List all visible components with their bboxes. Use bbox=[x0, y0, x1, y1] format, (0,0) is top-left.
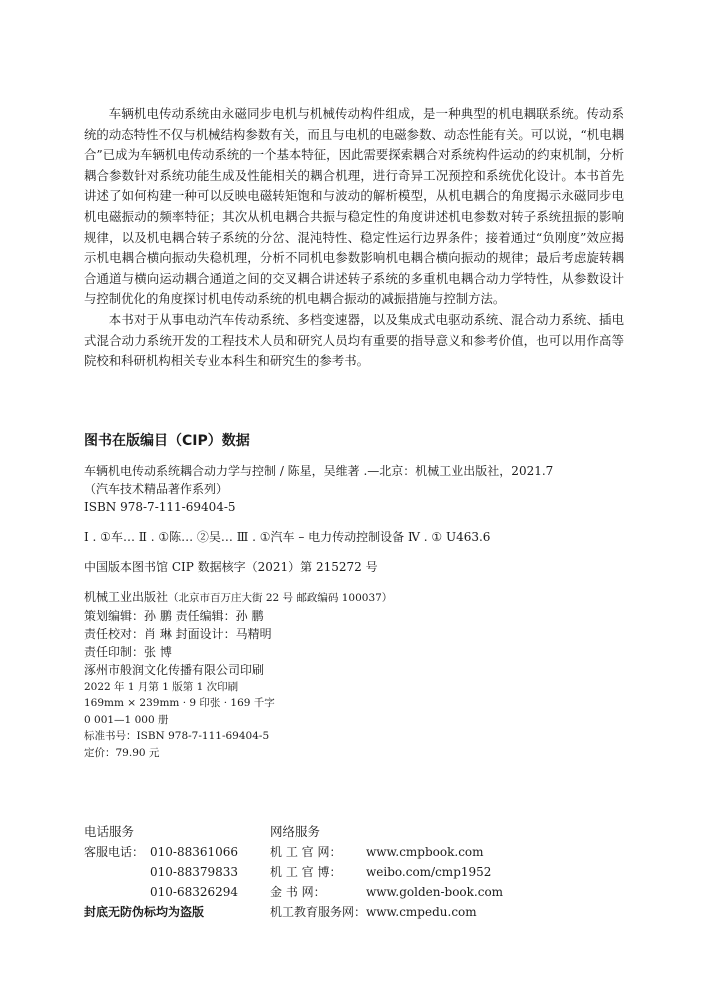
printer-line: 涿州市般润文化传播有限公司印刷 bbox=[84, 662, 265, 677]
phone-number: 010-88379833 bbox=[150, 865, 239, 879]
publisher-name: 机械工业出版社 bbox=[84, 590, 169, 604]
print-run-line: 0 001—1 000 册 bbox=[84, 713, 169, 726]
publisher-line bbox=[84, 588, 644, 607]
publisher-address: （北京市百万庄大街 22 号 邮政编码 100037） bbox=[168, 592, 393, 604]
contact-services bbox=[84, 822, 644, 922]
cip-isbn: ISBN 978-7-111-69404-5 bbox=[84, 500, 236, 514]
website-label: 机 工 官 网： bbox=[270, 845, 342, 859]
abstract-paragraph-1: 车辆机电传动系统由永磁同步电机与机械传动构件组成，是一种典型的机电耦联系统。传动系统的动态特性不仅与机械结构参数有关，而且与电机的电磁参数、动态性能有关。可以说，“机电耦合”已成为车辆机电传动系统的一个基本特征，因此需要探索耦合对系统构件运动的约束机制，分析耦合参数针对系统功能生成及性能相关的耦合机理，进行奇异工况预控和系统优化设计。本书首先讲述了如何构建一种可以反映电磁转矩饱和与波动的解析模型，从机电耦合的角度揭示永磁同步电机电磁振动的频率特征；其次从机电耦合共振与稳定性的角度讲述机电参数对转子系统扭振的影响规律，以及机电耦合转子系统的分岔、混沌特性、稳定性运行边界条件；接着通过“负刚度”效应揭示机电耦合横向振动失稳机理，分析不同机电参数影响机电耦合横向振动的规律；最后考虑旋转耦合通道与横向运动耦合通道之间的交叉耦合讲述转子系统的多重机电耦合动力学特性，从参数设计与控制优化的角度探讨机电传动系统的机电耦合振动的减振措施与控制方法。 bbox=[84, 106, 624, 307]
phone-service-heading: 电话服务 bbox=[84, 824, 135, 839]
network-service-heading: 网络服务 bbox=[270, 824, 321, 839]
anti-piracy-notice: 封底无防伪标均为盗版 bbox=[84, 905, 205, 919]
edition-line: 2022 年 1 月第 1 版第 1 次印刷 bbox=[84, 680, 239, 693]
services-heading-row bbox=[84, 822, 644, 842]
golden-book-label: 金 书 网： bbox=[270, 885, 326, 899]
service-row bbox=[84, 842, 644, 862]
abstract-paragraph-2: 本书对于从事电动汽车传动系统、多档变速器，以及集成式电驱动系统、混合动力系统、插电式混合动力系统开发的工程技术人员和研究人员均有重要的指导意义和参考价值，也可以用作高等院校和科研机构相关专业本科生和研究生的参考书。 bbox=[84, 311, 624, 369]
cip-number: 中国版本图书馆 CIP 数据核字（2021）第 215272 号 bbox=[84, 560, 378, 574]
service-row bbox=[84, 902, 644, 922]
format-line: 169mm × 239mm · 9 印张 · 169 千字 bbox=[84, 697, 275, 709]
standard-isbn-line: 标准书号：ISBN 978-7-111-69404-5 bbox=[84, 730, 270, 742]
weibo-url[interactable]: weibo.com/cmp1952 bbox=[366, 865, 492, 879]
cip-citation: 车辆机电传动系统耦合动力学与控制 / 陈星，吴维著 .—北京：机械工业出版社，2021.7 bbox=[84, 464, 554, 478]
print-supervisor-line: 责任印制：张 博 bbox=[84, 644, 172, 659]
proofreader-line: 责任校对：肖 琳 封面设计：马精明 bbox=[84, 626, 272, 641]
golden-book-url[interactable]: www.golden-book.com bbox=[366, 885, 504, 899]
price-line: 定价：79.90 元 bbox=[84, 746, 160, 759]
editor-line: 策划编辑：孙 鹏 责任编辑：孙 鹏 bbox=[84, 608, 264, 623]
book-abstract bbox=[84, 104, 624, 372]
service-row bbox=[84, 882, 644, 902]
phone-number: 010-88361066 bbox=[150, 845, 239, 859]
cip-classification: Ⅰ . ①车… Ⅱ . ①陈… ②吴… Ⅲ . ①汽车 – 电力传动控制设备 Ⅳ . ① U463.6 bbox=[84, 530, 491, 544]
education-url[interactable]: www.cmpedu.com bbox=[366, 905, 477, 919]
education-label: 机工教育服务网： bbox=[270, 905, 367, 919]
service-row bbox=[84, 862, 644, 882]
weibo-label: 机 工 官 博： bbox=[270, 865, 342, 879]
phone-number: 010-68326294 bbox=[150, 885, 239, 899]
cip-block bbox=[84, 432, 644, 761]
cip-series: （汽车技术精品著作系列） bbox=[84, 482, 229, 496]
cip-title: 图书在版编目（CIP）数据 bbox=[84, 433, 250, 449]
website-url[interactable]: www.cmpbook.com bbox=[366, 845, 484, 859]
phone-label: 客服电话： bbox=[84, 845, 145, 859]
